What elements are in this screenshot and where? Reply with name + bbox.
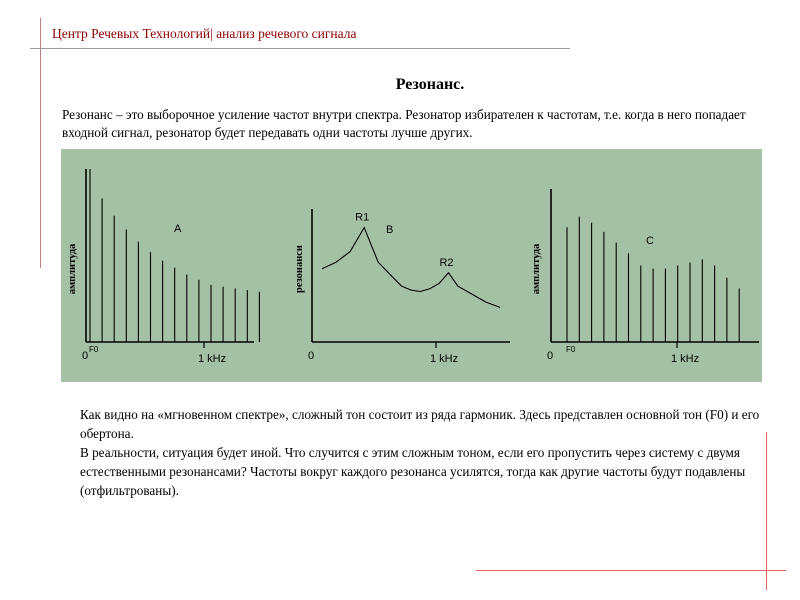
panel-b-y-label: резонанси bbox=[294, 245, 305, 293]
resonance-charts-svg bbox=[61, 149, 762, 382]
body-paragraph-resonances: В реальности, ситуация будет иной. Что случится с этим сложным тоном, если его пропустить через систему с двумя естественными резонансами? Частоты вокруг каждого резонанса усилятся, тогда как другие частоты будут подавлены (отфильтрованы). bbox=[80, 445, 746, 498]
panel-a-origin-label: 0 bbox=[82, 350, 89, 362]
panel-a-f0-label: F0 bbox=[89, 345, 99, 354]
deco-horizontal-bottom bbox=[476, 570, 786, 571]
panel-c-origin-label: 0 bbox=[547, 350, 554, 362]
deco-horizontal-top bbox=[30, 48, 570, 49]
panel-a-y-label: амплитуда bbox=[67, 243, 78, 295]
header-title: Центр Речевых Технологий| анализ речевого сигнала bbox=[52, 26, 357, 41]
body-paragraph-harmonics: Как видно на «мгновенном спектре», сложный тон состоит из ряда гармоник. Здесь представлен основной тон (F0) и его обертона. bbox=[80, 407, 760, 441]
panel-c-y-label: амплитуда bbox=[531, 243, 542, 295]
resonance-figure bbox=[61, 149, 762, 382]
panel-b-peak-r2-label: R2 bbox=[439, 256, 454, 269]
panel-b-origin-label: 0 bbox=[308, 350, 315, 362]
deco-vertical-top-left bbox=[40, 18, 41, 268]
panel-a-x-tick-label: 1 kHz bbox=[198, 353, 227, 365]
panel-c-f0-label: F0 bbox=[566, 345, 576, 354]
panel-c-title: C bbox=[646, 235, 654, 247]
panel-b-title: B bbox=[386, 224, 394, 236]
slide-title: Резонанс. bbox=[395, 76, 465, 93]
panel-a-title: A bbox=[174, 223, 182, 235]
intro-paragraph: Резонанс – это выборочное усиление частот внутри спектра. Резонатор избирателен к частотам, т.е. когда в него попадает входной сигнал, резонатор будет передавать одни частоты лучше других. bbox=[62, 107, 746, 140]
panel-b-x-tick-label: 1 kHz bbox=[430, 353, 459, 365]
panel-c-x-tick-label: 1 kHz bbox=[671, 353, 700, 365]
body-text bbox=[80, 405, 760, 500]
panel-b-peak-r1-label: R1 bbox=[355, 211, 370, 224]
panel-b-resonance-curve bbox=[322, 228, 500, 308]
deco-vertical-bottom-right bbox=[766, 432, 767, 590]
